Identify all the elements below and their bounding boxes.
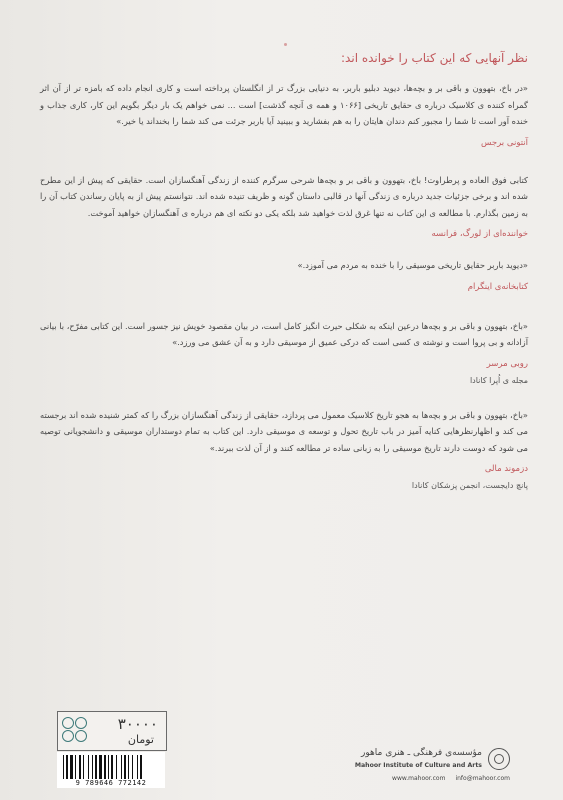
barcode-bar [140,755,142,779]
barcode-number: 9 789646 772142 [75,779,147,787]
review-author: کتابخانه‌ی اینگرام [467,281,528,292]
review-1 [40,80,528,150]
review-2 [40,172,528,242]
review-quote: «باخ، بتهوون و باقی بر و بچه‌ها به هجو تاریخ کلاسیک معمول می پردازد، حقایقی از زندگی آهنگسازان بزرگ را که کمتر شنیده شده اند برجسته می کند و اظهارنظرهایی کنایه آمیز در باب تاریخ تحول و توسعه ی موسیقی دارد. این کتاب به تمام دوستداران موسیقی و دانشجویانی توصیه می شود که دوست دارند تاریخ موسیقی را به زبانی ساده تر مطالعه کنند و از آن لذت ببرند.» [40,409,528,453]
publisher-website: www.mahoor.com [392,775,446,782]
barcode-bar [132,755,133,779]
barcode-bar [99,755,102,779]
review-3 [40,257,528,294]
barcode-bar [137,755,138,779]
barcode-bar [63,755,64,779]
barcode-bar [104,755,106,779]
barcode-bar [66,755,68,779]
publisher-contact [382,775,510,782]
price-box [57,711,167,751]
review-author: روبی مرسر [486,358,528,369]
review-quote: کتابی فوق العاده و پرطراوت! باخ، بتهوون و باقی بر و بچه‌ها شرحی سرگرم کننده از زندگی آهنگسازان است. حقایقی که پیش از این مطرح شده اند و برخی جزئیات جدید درباره ی زندگی آنها در قالبی داستان گونه و ظریف تنیده شده اند. نتوانستم پیش از به پایان رساندن کتاب آن را به زمین بگذارم. با مطالعه ی این کتاب نه تنها غرق لذت خواهید شد بلکه یکی دو نکته ای هم درباره ی آهنگسازان خواهید آموخت. [40,174,528,218]
barcode-bars [63,755,159,779]
barcode-bar [121,755,122,779]
review-author: دزموند مالی [484,464,528,474]
publisher-name-fa: مؤسسه‌ی فرهنگی ـ هنری ماهور [361,748,482,758]
barcode-bar [95,755,97,779]
review-source: پانچ دایجست، انجمن پزشکان کانادا [411,481,528,490]
barcode-bar [128,755,129,779]
review-source: مجله ی اُپرا کانادا [469,375,528,385]
review-author: آنتونی برجس [481,137,528,148]
review-author: خواننده‌ای از لورگ، فرانسه [431,229,528,239]
publisher-email: info@mahoor.com [455,775,510,782]
barcode-bar [108,755,109,779]
barcode-bar [83,755,84,779]
price-currency: تومان [127,733,154,746]
barcode-bar [75,755,76,779]
barcode-bar [124,755,126,779]
barcode-bar [92,755,93,779]
review-4 [40,318,528,387]
review-quote: «باخ، بتهوون و باقی بر و بچه‌ها درعین اینکه به شکلی حیرت انگیز کامل است، در بیان مقصود خویش نیز جسور است. این کتابی مفرّح، با بیانی آزادانه و بی پروا است و نوشته ی کسی است که درکی عمیق از موسیقی دارد و به آن عشق می ورزد.» [40,320,528,347]
barcode-bar [70,755,73,779]
review-quote: «در باخ، بتهوون و باقی بر و بچه‌ها، دیوید دبلیو باربر، به دنیایی بزرگ تر از انگلستان پرداخته است و کاری انجام داده که بامزه تر از آن اثر گمراه کننده ی کلاسیک درباره ی حقایق تاریخی [۱۰۶۶ و همه ی آنچه گذشت] است ... نمی خواهم یک بار دیگر بگویم این کار، کاری جذاب و خنده آور است تا شما را مجبور کنم دندان هایتان را به هم بفشارید و ببینید آیا باربر جرئت می کند شما را بخنداند یا خیر.» [40,83,528,126]
circles-icon [62,717,90,745]
publisher-block [300,742,510,792]
barcode-bar [79,755,81,779]
review-quote: «دیوید باربر حقایق تاریخی موسیقی را با خنده به مردم می آموزد.» [297,260,528,270]
price-value: ۳۰۰۰۰ [117,715,158,733]
reviews-section [40,50,528,492]
publisher-name-en: Mahoor Institute of Culture and Arts [354,762,482,769]
barcode-bar [116,755,117,779]
publisher-logo-icon [488,748,510,770]
barcode-bar [88,755,89,779]
review-5 [40,407,528,493]
reviews-heading: نظر آنهایی که این کتاب را خوانده اند: [341,51,528,65]
barcode-bar [111,755,113,779]
isbn-barcode [57,752,165,788]
decorative-dot [284,43,287,46]
